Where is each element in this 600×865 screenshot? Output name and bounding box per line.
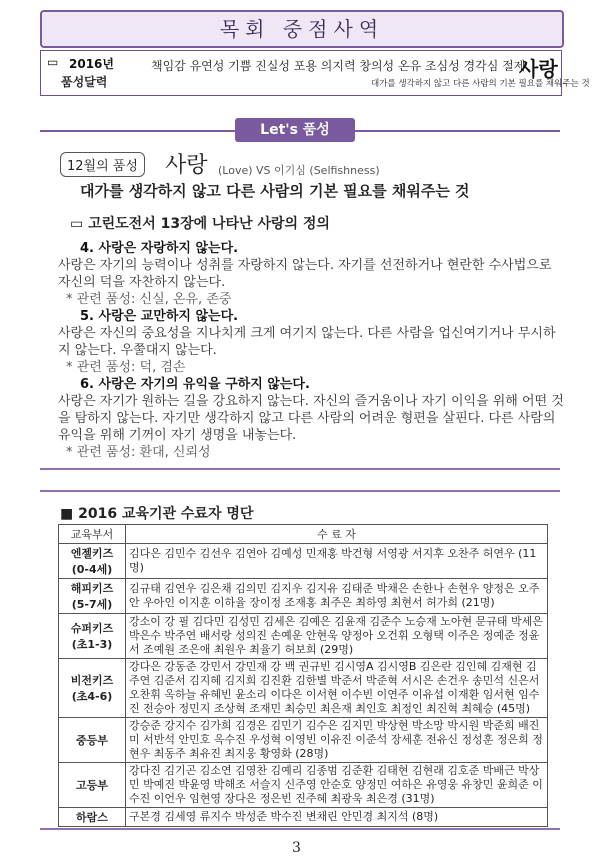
names-cell: 강승준 강지수 김가희 김경은 김민기 김수은 김지민 박상현 박소망 박시원 박준희 배진미 서반석 안민호 옥수진 우성혁 이영빈 이유진 이준석 장세훈 전유신 정성훈 정은희 정현우 최동주 최유진 최지웅 황영화 (28명) — [126, 718, 548, 763]
calendar-label: 품성달력 — [61, 75, 108, 89]
names-cell: 강다진 김기곤 김소연 김영찬 김예리 김종범 김준환 김태현 김현래 김호준 박배근 박상민 박예진 박윤영 박해조 서슬지 신주영 안순호 양정민 여하은 유영웅 유창민 윤희준 이수진 이언우 임현영 장다은 정은빈 진주혜 최광욱 최은경 (31명) — [126, 763, 548, 808]
table-row — [59, 718, 548, 763]
dept-cell: 비전키즈 (초4-6) — [59, 659, 126, 718]
section-heading — [70, 213, 330, 233]
section-title: 고린도전서 13장에 나타난 사랑의 정의 — [88, 216, 330, 232]
month-definition: 대가를 생각하지 않고 다른 사람의 기본 필요를 채워주는 것 — [80, 182, 470, 200]
month-subtitle: (Love) VS 이기심 (Selfishness) — [218, 164, 380, 177]
dept-cell: 슈퍼키즈 (초1-3) — [59, 614, 126, 659]
month-tag: 12월의 품성 — [60, 152, 145, 177]
dept-cell: 중등부 — [59, 718, 126, 763]
graduates-table — [58, 524, 548, 827]
point-note: * 관련 품성: 환대, 신뢰성 — [66, 445, 211, 460]
names-cell: 구본경 김세영 류지수 박성준 박수진 변채린 안민경 최지석 (8명) — [126, 808, 548, 827]
table-row — [59, 544, 548, 579]
calendar-year: 2016년 — [69, 57, 114, 71]
point-text: 사랑은 자신의 중요성을 지나치게 크게 여기지 않는다. 다른 사람을 업신여기거나 무시하지 않는다. 우쭐대지 않는다. — [58, 326, 556, 358]
col-names: 수 료 자 — [126, 525, 548, 544]
table-row — [59, 659, 548, 718]
virtue-list: 책임감 유연성 기쁨 진실성 포용 의지력 창의성 온유 조심성 경각심 절제 — [151, 59, 526, 73]
point-text: 사랑은 자기가 원하는 길을 강요하지 않는다. 자신의 즐거움이나 자기 이익을 위해 어떤 것을 탐하지 않는다. 자기만 생각하지 않고 다른 사람의 어려운 형편을 살핀다. 다른 사람의 유익을 위해 기꺼이 자기 생명을 내놓는다. — [58, 394, 564, 443]
page-title-banner — [40, 10, 564, 48]
featured-virtue: 사랑 — [519, 57, 558, 81]
point-note: * 관련 품성: 덕, 겸손 — [66, 360, 186, 375]
dept-cell: 엔젤키즈 (0-4세) — [59, 544, 126, 579]
book-icon: ▭ — [70, 216, 89, 232]
dept-cell: 해피키즈 (5-7세) — [59, 579, 126, 614]
names-cell: 김다은 김민수 김선우 김연아 김예성 민재홍 박건형 서영광 서지후 오찬주 허연우 (11명) — [126, 544, 548, 579]
point-heading: 4. 사랑은 자랑하지 않는다. — [80, 241, 239, 256]
table-row — [59, 614, 548, 659]
table-row — [59, 763, 548, 808]
table-header — [59, 525, 548, 544]
names-cell: 김규태 김연우 김은채 김의민 김지우 김지유 김태준 박채은 손한나 손현우 양정은 오주안 우아인 이지훈 이하율 장이정 조재홍 최주은 최하영 최현서 허가희 (21명) — [126, 579, 548, 614]
month-title: 사랑 — [165, 153, 208, 178]
dept-cell: 고등부 — [59, 763, 126, 808]
featured-virtue-desc: 대가를 생각하지 않고 다른 사람의 기본 필요를 채워주는 것 — [371, 79, 590, 89]
graduates-title: ■ 2016 교육기관 수료자 명단 — [60, 506, 254, 522]
divider — [40, 490, 560, 492]
table-row — [59, 808, 548, 827]
lets-banner: Let's 품성 — [235, 118, 355, 142]
names-cell: 강소이 강 필 김다민 김성민 김세은 김예은 김윤재 김준수 노승재 노아현 문규태 박세은 박은수 박주연 배서랑 성의진 손예운 안현욱 양정아 오건휘 오형택 이주은 정예준 정윤서 조예원 조은애 최원우 최율기 허보희 (29명) — [126, 614, 548, 659]
page-title: 목회 중점사역 — [219, 17, 385, 41]
point-heading: 5. 사랑은 교만하지 않는다. — [80, 309, 239, 324]
table-row — [59, 579, 548, 614]
point-note: * 관련 품성: 신실, 온유, 존중 — [66, 292, 232, 307]
col-dept: 교육부서 — [59, 525, 126, 544]
divider — [40, 468, 560, 470]
book-icon: ▭ — [47, 55, 59, 69]
point-text: 사랑은 자기의 능력이나 성취를 자랑하지 않는다. 자기를 선전하거나 현란한 수사법으로 자신의 덕을 자찬하지 않는다. — [58, 258, 552, 290]
virtue-calendar — [40, 50, 590, 96]
page-number: 3 — [292, 840, 301, 856]
point-heading: 6. 사랑은 자기의 유익을 구하지 않는다. — [80, 377, 310, 392]
divider — [40, 828, 560, 830]
names-cell: 강다은 강동준 강민서 강민재 강 백 권규빈 김시영A 김시영B 김은란 김인혜 김재현 김주연 김준서 김지혜 김지희 김진환 김한별 박준서 박준혁 서시은 손건우 송민석 신은서 오찬휘 옥하늘 유혜빈 윤소리 이다은 이서현 이수빈 이연주 이유섭 이재환 임서현 임수진 전승아 정민지 조상혁 조재민 최승민 최은재 최인호 최정인 최진혁 최혜승 (45명) — [126, 659, 548, 718]
points-body — [58, 240, 568, 461]
dept-cell: 하람스 — [59, 808, 126, 827]
